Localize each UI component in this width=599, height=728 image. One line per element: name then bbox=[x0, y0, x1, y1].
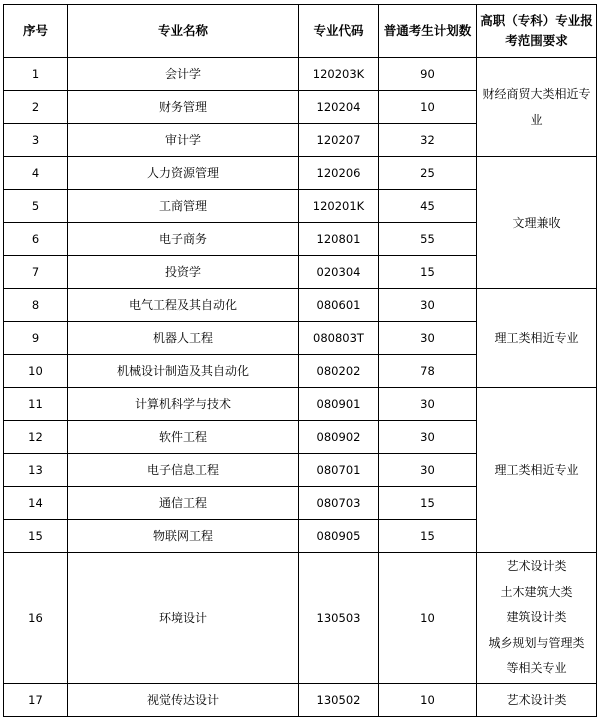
scope-line: 艺术设计类 bbox=[506, 559, 567, 574]
cell-code: 080901 bbox=[299, 388, 379, 421]
cell-plan: 15 bbox=[379, 487, 477, 520]
cell-seq: 7 bbox=[4, 256, 68, 289]
cell-plan: 45 bbox=[379, 190, 477, 223]
cell-plan: 30 bbox=[379, 289, 477, 322]
cell-scope: 理工类相近专业 bbox=[477, 388, 597, 553]
cell-code: 080601 bbox=[299, 289, 379, 322]
table-row bbox=[4, 157, 597, 190]
cell-seq: 6 bbox=[4, 223, 68, 256]
header-row bbox=[4, 5, 597, 58]
cell-code: 120207 bbox=[299, 124, 379, 157]
header-seq: 序号 bbox=[4, 5, 68, 58]
header-name: 专业名称 bbox=[68, 5, 299, 58]
cell-name: 工商管理 bbox=[68, 190, 299, 223]
cell-name: 软件工程 bbox=[68, 421, 299, 454]
cell-plan: 90 bbox=[379, 58, 477, 91]
cell-scope: 理工类相近专业 bbox=[477, 289, 597, 388]
cell-code: 120801 bbox=[299, 223, 379, 256]
header-scope: 高职（专科）专业报考范围要求 bbox=[477, 5, 597, 58]
cell-plan: 55 bbox=[379, 223, 477, 256]
cell-plan: 10 bbox=[379, 91, 477, 124]
cell-seq: 5 bbox=[4, 190, 68, 223]
scope-line: 城乡规划与管理类 bbox=[488, 635, 585, 650]
cell-scope: 文理兼收 bbox=[477, 157, 597, 289]
cell-plan: 10 bbox=[379, 553, 477, 684]
cell-seq: 1 bbox=[4, 58, 68, 91]
cell-scope: 艺术设计类 bbox=[477, 684, 597, 717]
cell-name: 会计学 bbox=[68, 58, 299, 91]
cell-name: 机械设计制造及其自动化 bbox=[68, 355, 299, 388]
cell-plan: 32 bbox=[379, 124, 477, 157]
cell-plan: 10 bbox=[379, 684, 477, 717]
cell-seq: 10 bbox=[4, 355, 68, 388]
cell-plan: 15 bbox=[379, 256, 477, 289]
cell-seq: 2 bbox=[4, 91, 68, 124]
table-row bbox=[4, 289, 597, 322]
cell-name: 通信工程 bbox=[68, 487, 299, 520]
table-row bbox=[4, 388, 597, 421]
cell-scope bbox=[477, 553, 597, 684]
cell-name: 电子商务 bbox=[68, 223, 299, 256]
cell-name: 电子信息工程 bbox=[68, 454, 299, 487]
cell-seq: 12 bbox=[4, 421, 68, 454]
cell-code: 080202 bbox=[299, 355, 379, 388]
cell-code: 080905 bbox=[299, 520, 379, 553]
cell-code: 020304 bbox=[299, 256, 379, 289]
scope-line: 建筑设计类 bbox=[506, 610, 567, 625]
cell-code: 130503 bbox=[299, 553, 379, 684]
cell-seq: 16 bbox=[4, 553, 68, 684]
cell-name: 机器人工程 bbox=[68, 322, 299, 355]
cell-seq: 13 bbox=[4, 454, 68, 487]
cell-code: 080701 bbox=[299, 454, 379, 487]
cell-code: 120206 bbox=[299, 157, 379, 190]
scope-line: 等相关专业 bbox=[506, 661, 567, 676]
cell-code: 130502 bbox=[299, 684, 379, 717]
cell-plan: 15 bbox=[379, 520, 477, 553]
cell-plan: 25 bbox=[379, 157, 477, 190]
cell-code: 080902 bbox=[299, 421, 379, 454]
header-code: 专业代码 bbox=[299, 5, 379, 58]
table-row bbox=[4, 684, 597, 717]
cell-plan: 78 bbox=[379, 355, 477, 388]
cell-scope: 财经商贸大类相近专业 bbox=[477, 58, 597, 157]
cell-code: 120203K bbox=[299, 58, 379, 91]
scope-line: 土木建筑大类 bbox=[500, 584, 573, 599]
cell-seq: 9 bbox=[4, 322, 68, 355]
cell-seq: 11 bbox=[4, 388, 68, 421]
cell-name: 计算机科学与技术 bbox=[68, 388, 299, 421]
cell-name: 审计学 bbox=[68, 124, 299, 157]
table-row bbox=[4, 58, 597, 91]
cell-plan: 30 bbox=[379, 322, 477, 355]
cell-seq: 14 bbox=[4, 487, 68, 520]
cell-plan: 30 bbox=[379, 421, 477, 454]
cell-seq: 17 bbox=[4, 684, 68, 717]
cell-code: 120204 bbox=[299, 91, 379, 124]
cell-plan: 30 bbox=[379, 454, 477, 487]
cell-name: 物联网工程 bbox=[68, 520, 299, 553]
cell-code: 120201K bbox=[299, 190, 379, 223]
header-plan: 普通考生计划数 bbox=[379, 5, 477, 58]
cell-seq: 4 bbox=[4, 157, 68, 190]
cell-code: 080803T bbox=[299, 322, 379, 355]
cell-name: 财务管理 bbox=[68, 91, 299, 124]
cell-seq: 8 bbox=[4, 289, 68, 322]
cell-plan: 30 bbox=[379, 388, 477, 421]
cell-name: 电气工程及其自动化 bbox=[68, 289, 299, 322]
cell-name: 投资学 bbox=[68, 256, 299, 289]
cell-name: 视觉传达设计 bbox=[68, 684, 299, 717]
cell-name: 环境设计 bbox=[68, 553, 299, 684]
cell-seq: 3 bbox=[4, 124, 68, 157]
cell-seq: 15 bbox=[4, 520, 68, 553]
cell-name: 人力资源管理 bbox=[68, 157, 299, 190]
enrollment-plan-table bbox=[3, 4, 597, 717]
cell-code: 080703 bbox=[299, 487, 379, 520]
table-row bbox=[4, 553, 597, 684]
